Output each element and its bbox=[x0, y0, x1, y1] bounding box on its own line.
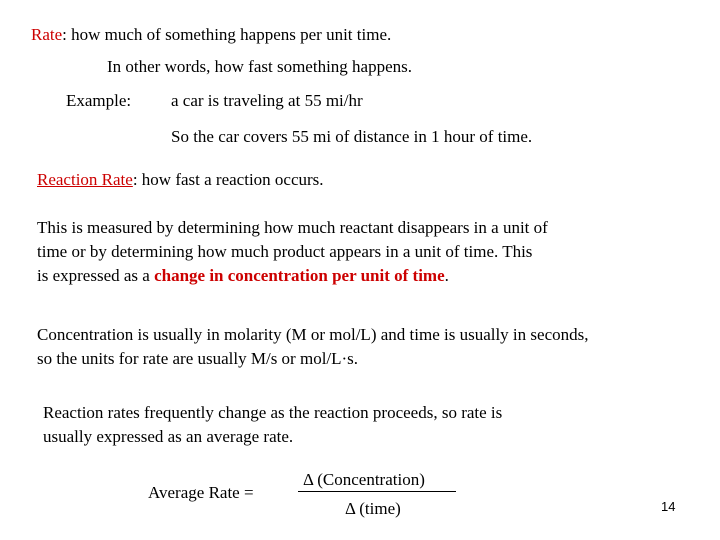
rate-definition-text: : how much of something happens per unit time. bbox=[62, 25, 392, 44]
formula-numerator: Δ (Concentration) bbox=[303, 470, 425, 489]
formula-lhs: Average Rate = bbox=[148, 483, 254, 502]
average-note-line-1: Reaction rates frequently change as the reaction proceeds, so rate is bbox=[43, 403, 503, 422]
measured-line-1: This is measured by determining how much reactant disappears in a unit of bbox=[37, 218, 548, 237]
other-words-line: In other words, how fast something happens. bbox=[107, 57, 413, 76]
average-note-line-2: usually expressed as an average rate. bbox=[43, 427, 294, 446]
page-number: 14 bbox=[661, 499, 676, 514]
change-in-concentration-emphasis: change in concentration per unit of time bbox=[154, 266, 445, 285]
rate-definition bbox=[31, 23, 391, 47]
reaction-rate-term: Reaction Rate bbox=[37, 170, 133, 189]
measured-line-2: time or by determining how much product appears in a unit of time. This bbox=[37, 242, 533, 261]
reaction-rate-definition bbox=[37, 168, 324, 192]
reaction-rate-definition-text: : how fast a reaction occurs. bbox=[132, 170, 324, 189]
example-label: Example: bbox=[66, 91, 132, 110]
measured-line-3 bbox=[37, 264, 449, 288]
formula-denominator: Δ (time) bbox=[345, 499, 401, 518]
units-line-2: so the units for rate are usually M/s or mol/L·s. bbox=[37, 349, 359, 368]
rate-term: Rate bbox=[31, 25, 63, 44]
example-line-2: So the car covers 55 mi of distance in 1 hour of time. bbox=[171, 127, 533, 146]
fraction-bar bbox=[298, 491, 456, 492]
example-line-1: a car is traveling at 55 mi/hr bbox=[171, 91, 363, 110]
measured-line-3-post: . bbox=[444, 266, 449, 285]
measured-line-3-pre: is expressed as a bbox=[37, 266, 155, 285]
units-line-1: Concentration is usually in molarity (M or mol/L) and time is usually in seconds, bbox=[37, 325, 589, 344]
